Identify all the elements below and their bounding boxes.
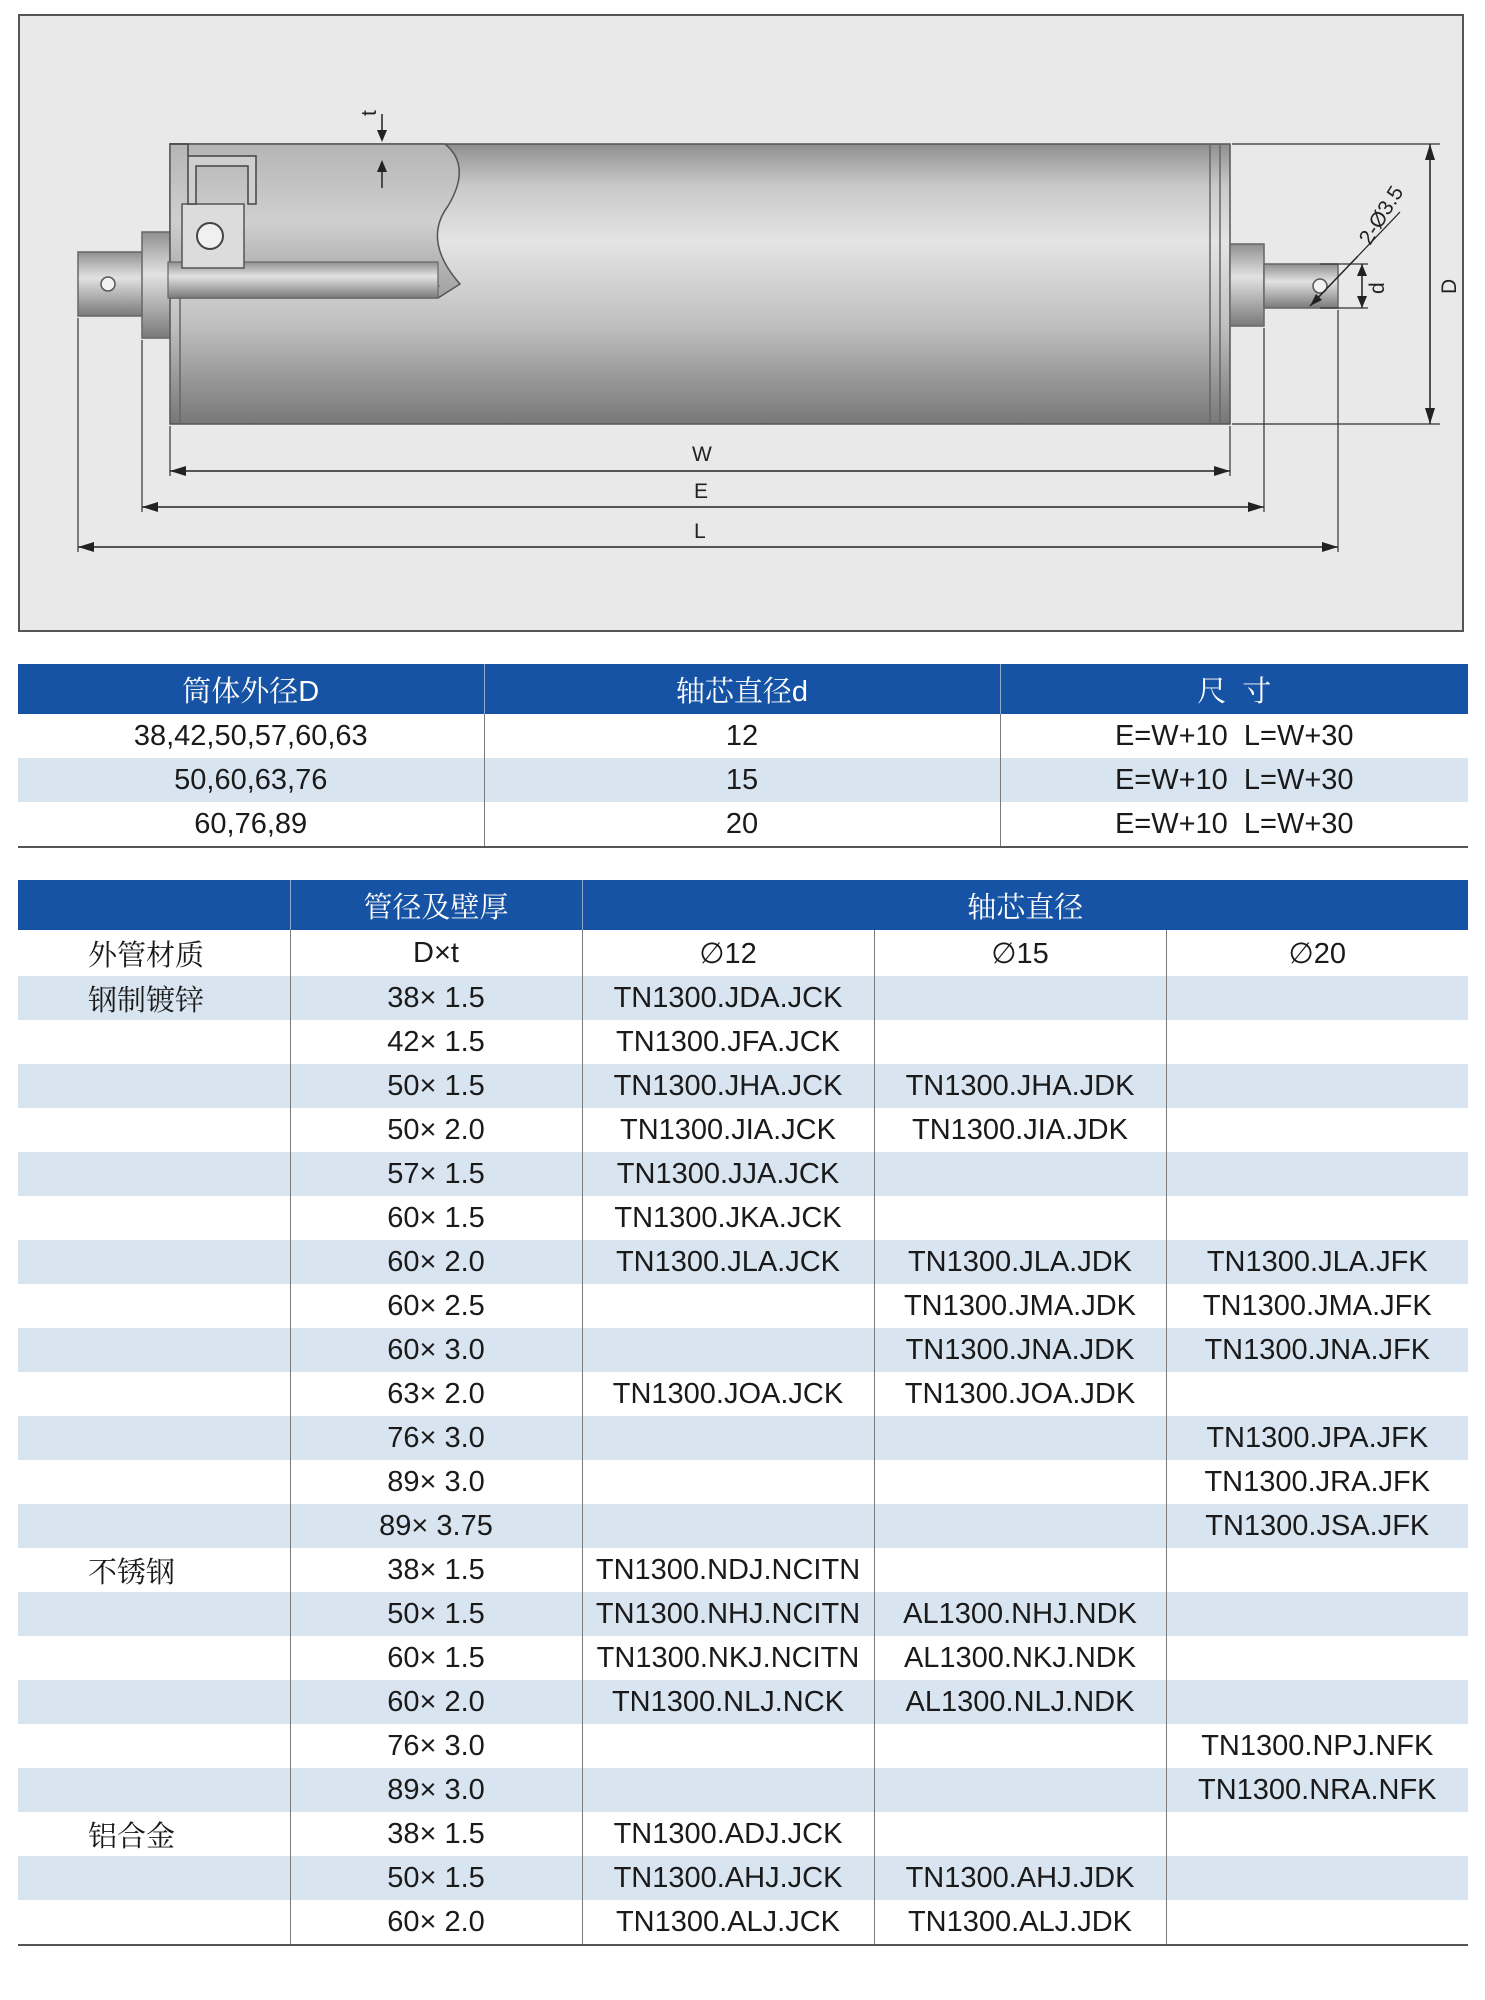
- model-d20-cell: [1166, 1856, 1468, 1900]
- model-d15-cell: [874, 1548, 1166, 1592]
- model-d20-cell: [1166, 1196, 1468, 1240]
- dim-E-label: E: [694, 480, 709, 503]
- tube-size-cell: 50× 1.5: [290, 1856, 582, 1900]
- model-table-row: [18, 1548, 1468, 1592]
- model-d20-cell: TN1300.NRA.NFK: [1166, 1768, 1468, 1812]
- model-d12-cell: TN1300.JFA.JCK: [582, 1020, 874, 1064]
- model-d12-cell: TN1300.JDA.JCK: [582, 976, 874, 1020]
- size-formula-cell: E=W+10 L=W+30: [1000, 758, 1468, 802]
- model-d12-cell: TN1300.NDJ.NCITN: [582, 1548, 874, 1592]
- tube-size-cell: 38× 1.5: [290, 1548, 582, 1592]
- dimension-table-row: [18, 758, 1468, 802]
- tube-size-cell: 63× 2.0: [290, 1372, 582, 1416]
- header-tube-diameter: 筒体外径D: [18, 664, 484, 714]
- model-d15-cell: [874, 1196, 1166, 1240]
- model-d12-cell: TN1300.NLJ.NCK: [582, 1680, 874, 1724]
- tube-size-cell: 50× 1.5: [290, 1592, 582, 1636]
- model-table-sub-header: [18, 930, 1468, 976]
- tube-size-cell: 60× 2.0: [290, 1240, 582, 1284]
- model-table-row: [18, 1680, 1468, 1724]
- model-d12-cell: [582, 1416, 874, 1460]
- tube-size-cell: 38× 1.5: [290, 1812, 582, 1856]
- tube-size-cell: 60× 2.0: [290, 1680, 582, 1724]
- material-cell: [18, 1196, 290, 1240]
- model-d15-cell: TN1300.JOA.JDK: [874, 1372, 1166, 1416]
- model-d12-cell: TN1300.JKA.JCK: [582, 1196, 874, 1240]
- model-d12-cell: TN1300.JOA.JCK: [582, 1372, 874, 1416]
- material-cell: [18, 1372, 290, 1416]
- model-d15-cell: TN1300.JMA.JDK: [874, 1284, 1166, 1328]
- material-cell: [18, 1504, 290, 1548]
- sub-header-dxt: D×t: [290, 930, 582, 976]
- model-d15-cell: TN1300.JLA.JDK: [874, 1240, 1166, 1284]
- tube-size-cell: 89× 3.75: [290, 1504, 582, 1548]
- sub-header-d15: ∅15: [874, 930, 1166, 976]
- group-header-empty: [18, 880, 290, 930]
- size-formula-cell: E=W+10 L=W+30: [1000, 714, 1468, 758]
- model-d12-cell: TN1300.JIA.JCK: [582, 1108, 874, 1152]
- material-cell: 不锈钢: [88, 1556, 176, 1589]
- tube-size-cell: 60× 2.5: [290, 1284, 582, 1328]
- model-d12-cell: TN1300.JJA.JCK: [582, 1152, 874, 1196]
- material-cell: [18, 1856, 290, 1900]
- tube-size-cell: 38× 1.5: [290, 976, 582, 1020]
- dim-W-label: W: [692, 443, 712, 466]
- model-d15-cell: [874, 1504, 1166, 1548]
- model-d20-cell: TN1300.JNA.JFK: [1166, 1328, 1468, 1372]
- dim-D-label: D: [1438, 278, 1461, 294]
- model-d12-cell: TN1300.NKJ.NCITN: [582, 1636, 874, 1680]
- model-d15-cell: [874, 1152, 1166, 1196]
- tube-size-cell: 89× 3.0: [290, 1460, 582, 1504]
- model-d15-cell: [874, 1768, 1166, 1812]
- material-cell: [18, 1108, 290, 1152]
- material-cell: [18, 1328, 290, 1372]
- model-d15-cell: TN1300.JHA.JDK: [874, 1064, 1166, 1108]
- model-d20-cell: [1166, 1548, 1468, 1592]
- material-cell: [18, 1064, 290, 1108]
- group-header-shaft-diameter: 轴芯直径: [582, 880, 1468, 930]
- tube-size-cell: 60× 3.0: [290, 1328, 582, 1372]
- model-d20-cell: [1166, 1900, 1468, 1945]
- material-cell: [18, 1284, 290, 1328]
- tube-diameter-cell: 60,76,89: [18, 802, 484, 847]
- model-d20-cell: TN1300.JSA.JFK: [1166, 1504, 1468, 1548]
- dim-L-label: L: [694, 520, 706, 543]
- model-table-row: [18, 1328, 1468, 1372]
- model-d20-cell: [1166, 1636, 1468, 1680]
- material-cell: [18, 1460, 290, 1504]
- shaft-diameter-cell: 20: [484, 802, 1000, 847]
- model-table-row: [18, 1504, 1468, 1548]
- material-cell: 铝合金: [88, 1820, 176, 1853]
- sub-header-material: 外管材质: [88, 939, 205, 972]
- model-d20-cell: [1166, 1372, 1468, 1416]
- model-d15-cell: TN1300.JIA.JDK: [874, 1108, 1166, 1152]
- model-d12-cell: TN1300.NHJ.NCITN: [582, 1592, 874, 1636]
- model-table-row: [18, 1196, 1468, 1240]
- left-shaft-hole: [101, 277, 115, 291]
- model-table-row: [18, 1108, 1468, 1152]
- model-d15-cell: TN1300.ALJ.JDK: [874, 1900, 1166, 1945]
- model-d15-cell: TN1300.AHJ.JDK: [874, 1856, 1166, 1900]
- model-d20-cell: [1166, 1020, 1468, 1064]
- model-table-row: [18, 1152, 1468, 1196]
- dimension-table-row: [18, 714, 1468, 758]
- model-d15-cell: TN1300.JNA.JDK: [874, 1328, 1166, 1372]
- model-table-row: [18, 1812, 1468, 1856]
- model-table-row: [18, 1856, 1468, 1900]
- header-shaft-diameter: 轴芯直径d: [484, 664, 1000, 714]
- model-table-row: [18, 1416, 1468, 1460]
- material-cell: [18, 1680, 290, 1724]
- tube-size-cell: 89× 3.0: [290, 1768, 582, 1812]
- model-d15-cell: [874, 1020, 1166, 1064]
- size-formula-cell: E=W+10 L=W+30: [1000, 802, 1468, 847]
- shaft-diameter-cell: 12: [484, 714, 1000, 758]
- dimension-table: [18, 664, 1468, 848]
- material-cell: [18, 1592, 290, 1636]
- model-d20-cell: TN1300.JMA.JFK: [1166, 1284, 1468, 1328]
- model-d20-cell: TN1300.JRA.JFK: [1166, 1460, 1468, 1504]
- model-table-row: [18, 976, 1468, 1020]
- tube-size-cell: 50× 2.0: [290, 1108, 582, 1152]
- model-d12-cell: TN1300.ALJ.JCK: [582, 1900, 874, 1945]
- dim-d-label: d: [1366, 282, 1389, 294]
- group-header-tube-size: 管径及壁厚: [290, 880, 582, 930]
- model-d20-cell: [1166, 1812, 1468, 1856]
- model-d15-cell: [874, 1812, 1166, 1856]
- model-table-row: [18, 1284, 1468, 1328]
- model-d15-cell: AL1300.NKJ.NDK: [874, 1636, 1166, 1680]
- model-d15-cell: [874, 1460, 1166, 1504]
- model-d15-cell: AL1300.NHJ.NDK: [874, 1592, 1166, 1636]
- right-bearing-housing: [1230, 244, 1264, 326]
- model-d12-cell: [582, 1328, 874, 1372]
- model-d12-cell: TN1300.JLA.JCK: [582, 1240, 874, 1284]
- model-table-row: [18, 1900, 1468, 1945]
- model-d15-cell: [874, 976, 1166, 1020]
- model-table-row: [18, 1064, 1468, 1108]
- material-cell: [18, 1416, 290, 1460]
- model-d20-cell: TN1300.JLA.JFK: [1166, 1240, 1468, 1284]
- model-d12-cell: TN1300.ADJ.JCK: [582, 1812, 874, 1856]
- model-d12-cell: [582, 1724, 874, 1768]
- tube-size-cell: 57× 1.5: [290, 1152, 582, 1196]
- sub-header-d12: ∅12: [582, 930, 874, 976]
- roller-drawing: [18, 14, 1464, 632]
- material-cell: [18, 1636, 290, 1680]
- tube-diameter-cell: 50,60,63,76: [18, 758, 484, 802]
- dimension-table-header: [18, 664, 1468, 714]
- model-table-row: [18, 1724, 1468, 1768]
- model-d12-cell: [582, 1768, 874, 1812]
- model-table-row: [18, 1240, 1468, 1284]
- model-d20-cell: [1166, 1108, 1468, 1152]
- model-table-row: [18, 1020, 1468, 1064]
- model-table: [18, 880, 1468, 1946]
- model-d20-cell: TN1300.NPJ.NFK: [1166, 1724, 1468, 1768]
- model-d20-cell: TN1300.JPA.JFK: [1166, 1416, 1468, 1460]
- tube-size-cell: 76× 3.0: [290, 1416, 582, 1460]
- model-d20-cell: [1166, 1064, 1468, 1108]
- model-d20-cell: [1166, 1680, 1468, 1724]
- material-cell: [18, 1240, 290, 1284]
- tube-size-cell: 50× 1.5: [290, 1064, 582, 1108]
- tube-diameter-cell: 38,42,50,57,60,63: [133, 719, 368, 752]
- model-d20-cell: [1166, 976, 1468, 1020]
- model-table-row: [18, 1636, 1468, 1680]
- model-d15-cell: AL1300.NLJ.NDK: [874, 1680, 1166, 1724]
- model-table-group-header: [18, 880, 1468, 930]
- model-d15-cell: [874, 1724, 1166, 1768]
- model-table-row: [18, 1460, 1468, 1504]
- tube-size-cell: 60× 1.5: [290, 1636, 582, 1680]
- material-cell: [18, 1020, 290, 1064]
- model-table-row: [18, 1372, 1468, 1416]
- material-cell: [18, 1900, 290, 1945]
- tube-size-cell: 60× 2.0: [290, 1900, 582, 1945]
- model-d12-cell: [582, 1284, 874, 1328]
- material-cell: [18, 1768, 290, 1812]
- dim-hole-label: 2-Ø3.5: [1354, 182, 1409, 249]
- header-size: 尺 寸: [1000, 664, 1468, 714]
- dimension-table-row: [18, 802, 1468, 847]
- model-d20-cell: [1166, 1152, 1468, 1196]
- material-cell: 钢制镀锌: [18, 976, 290, 1020]
- model-table-row: [18, 1592, 1468, 1636]
- material-cell: [18, 1724, 290, 1768]
- model-d12-cell: [582, 1504, 874, 1548]
- tube-size-cell: 42× 1.5: [290, 1020, 582, 1064]
- model-d15-cell: [874, 1416, 1166, 1460]
- dim-t-label: t: [358, 110, 381, 116]
- model-d12-cell: [582, 1460, 874, 1504]
- model-table-row: [18, 1768, 1468, 1812]
- tube-size-cell: 60× 1.5: [290, 1196, 582, 1240]
- shaft-diameter-cell: 15: [484, 758, 1000, 802]
- model-d12-cell: TN1300.JHA.JCK: [582, 1064, 874, 1108]
- model-d12-cell: TN1300.AHJ.JCK: [582, 1856, 874, 1900]
- model-d20-cell: [1166, 1592, 1468, 1636]
- tube-size-cell: 76× 3.0: [290, 1724, 582, 1768]
- roller-diagram-svg: [20, 16, 1466, 634]
- sub-header-d20: ∅20: [1166, 930, 1468, 976]
- material-cell: [18, 1152, 290, 1196]
